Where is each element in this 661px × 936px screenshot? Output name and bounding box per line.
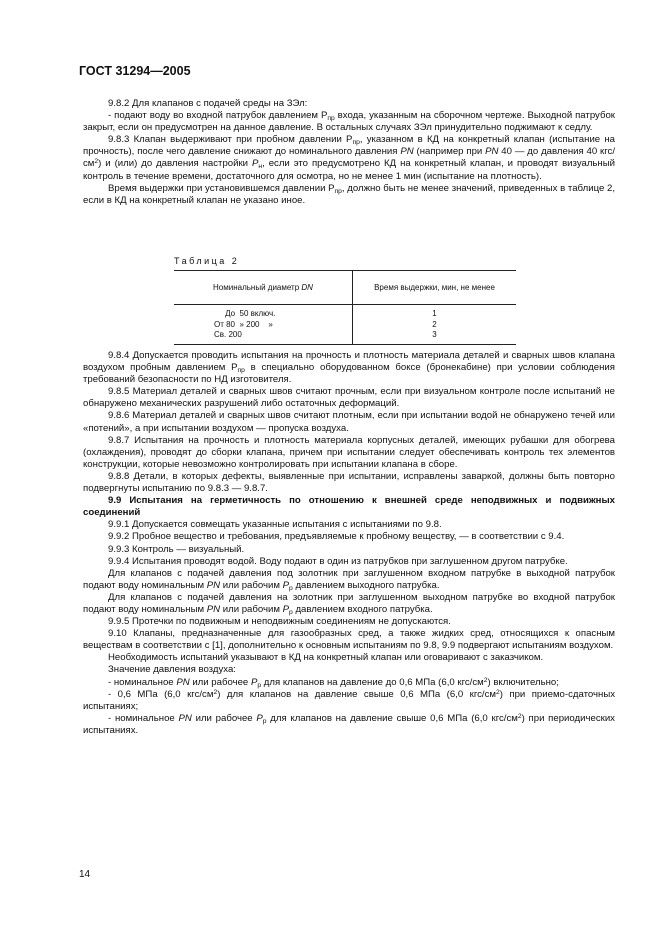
table-cells-time: 1 2 3 — [353, 305, 517, 345]
text-block-top — [83, 98, 615, 207]
document-header: ГОСТ 31294—2005 — [79, 64, 191, 78]
list-item-periodic: - номинальное PN или рабочее $P_р$ для клапанов на давление свыше 0,6 МПа (6,0 кгс/$см^2$) при периодических испытаниях. — [83, 712, 615, 736]
table-header-time: Время выдержки, мин, не менее — [353, 271, 517, 305]
list-item-acceptance: - 0,6 МПа (6,0 кгс/$см^2$) для клапанов на давление свыше 0,6 МПа (6,0 кгс/$см^2$) при приемо-сдаточных испытаниях; — [83, 688, 616, 712]
table-cells-diameter: До 50 включ. От 80 » 200 » Св. 200 — [174, 305, 353, 345]
section-heading-9-9: 9.9 Испытания на герметичность по отношению к внешней среде неподвижных и подвижных соединений — [83, 495, 615, 519]
paragraph-9-9-1: 9.9.1 Допускается совмещать указанные испытания с испытаниями по 9.8. — [108, 519, 442, 531]
table-row — [174, 305, 516, 345]
paragraph-9-8-4: 9.8.4 Допускается проводить испытания на прочность и плотность материала деталей и сварных швов клапана воздухом пробным давлением $P_{пр}$ в специально оборудованном боксе (бронекабине) при условии соблюдения требований безопасности по НД изготовителя. — [83, 350, 615, 386]
paragraph-9-9-4: 9.9.4 Испытания проводят водой. Воду подают в один из патрубков при заглушенном другом патрубке. — [108, 555, 568, 567]
paragraph-9-9-3: 9.9.3 Контроль — визуальный. — [108, 543, 245, 555]
hold-time-table — [174, 270, 516, 345]
paragraph-hold-time: Время выдержки при установившемся давлении $P_{пр}$, должно быть не менее значений, приведенных в таблице 2, если в КД на конкретный клапан не указано иное. — [83, 182, 615, 206]
table-header-diameter: Номинальный диаметр DN — [174, 271, 353, 305]
paragraph-air-pressure: Значение давления воздуха: — [108, 664, 236, 676]
list-item-up-to-0-6: - номинальное PN или рабочее $P_р$ для клапанов на давление до 0,6 МПа (6,0 кгс/$см^2$) включительно; — [108, 676, 559, 689]
table-caption: Таблица 2 — [174, 256, 240, 266]
paragraph-9-10: 9.10 Клапаны, предназначенные для газообразных сред, а также жидких сред, относящихся к опасным веществам в соответствии с [1], дополнительно к основным испытаниям по 9.8, 9.9 подвергают испытаниям воздухом. — [83, 628, 615, 652]
text-block-bottom — [83, 350, 615, 737]
paragraph-9-8-6: 9.8.6 Материал деталей и сварных швов считают плотным, если при испытании водой не обнаружено течей или «потений», а при испытании воздухом — пропуска воздуха. — [83, 410, 615, 434]
paragraph-under-spool: Для клапанов с подачей давления под золотник при заглушенном входном патрубке в выходной патрубок подают воду номинальным PN или рабочим $P_р$ давлением выходного патрубка. — [83, 567, 615, 592]
paragraph-9-8-5: 9.8.5 Материал деталей и сварных швов считают прочным, если при визуальном контроле после испытаний не обнаружено механических разрушений либо остаточных деформаций. — [83, 386, 615, 410]
paragraph-9-9-2: 9.9.2 Пробное вещество и требования, предъявляемые к пробному веществу, — в соответствии с 9.4. — [108, 531, 565, 543]
paragraph-necessity: Необходимость испытаний указывают в КД на конкретный клапан или оговаривают с заказчиком. — [108, 652, 544, 664]
paragraph-9-8-3: 9.8.3 Клапан выдерживают при пробном давлении $P_{пр}$, указанном в КД на конкретный клапан (испытание на прочность), после чего давление снижают до номинального давления PN (например при PN 40 — до давления 40 кгс/$см^2$) и (или) до давления настройки $P_н$, если это предусмотрено КД на конкретный клапан, и проводят визуальный контроль в течение времени, достаточного для осмотра, но не менее 1 мин (испытание на плотность). — [83, 134, 616, 182]
table-header-row — [174, 271, 516, 305]
paragraph-9-8-2: 9.8.2 Для клапанов с подачей среды на ЗЭл: — [108, 98, 308, 109]
paragraph-on-spool: Для клапанов с подачей давления на золотник при заглушенном выходном патрубке во входной патрубок подают воду номинальным PN или рабочим $P_р$ давлением входного патрубка. — [83, 591, 615, 616]
paragraph-9-9-5: 9.9.5 Протечки по подвижным и неподвижным соединениям не допускаются. — [108, 616, 451, 628]
paragraph-9-8-2-item: - подают воду во входной патрубок давлением $P_{пр}$ входа, указанным на сборочном чертеже. Выходной патрубок закрыт, если он предусмотрен на данное давление. В остальных случаях ЗЭл принудительно поджимают к седлу. — [83, 110, 615, 134]
paragraph-9-8-8: 9.8.8 Детали, в которых дефекты, выявленные при испытании, исправлены заваркой, должны быть повторно подвергнуты испытанию по 9.8.3 — 9.8.7. — [83, 470, 615, 495]
page-number: 14 — [79, 869, 91, 880]
paragraph-9-8-7: 9.8.7 Испытания на прочность и плотность материала корпусных деталей, имеющих рубашки для обогрева (охлаждения), проводят до сборки клапана, причем при испытании следует обеспечивать контроль тех элементов конструкции, которые невозможно контролировать при испытании клапана в сборе. — [83, 434, 615, 470]
